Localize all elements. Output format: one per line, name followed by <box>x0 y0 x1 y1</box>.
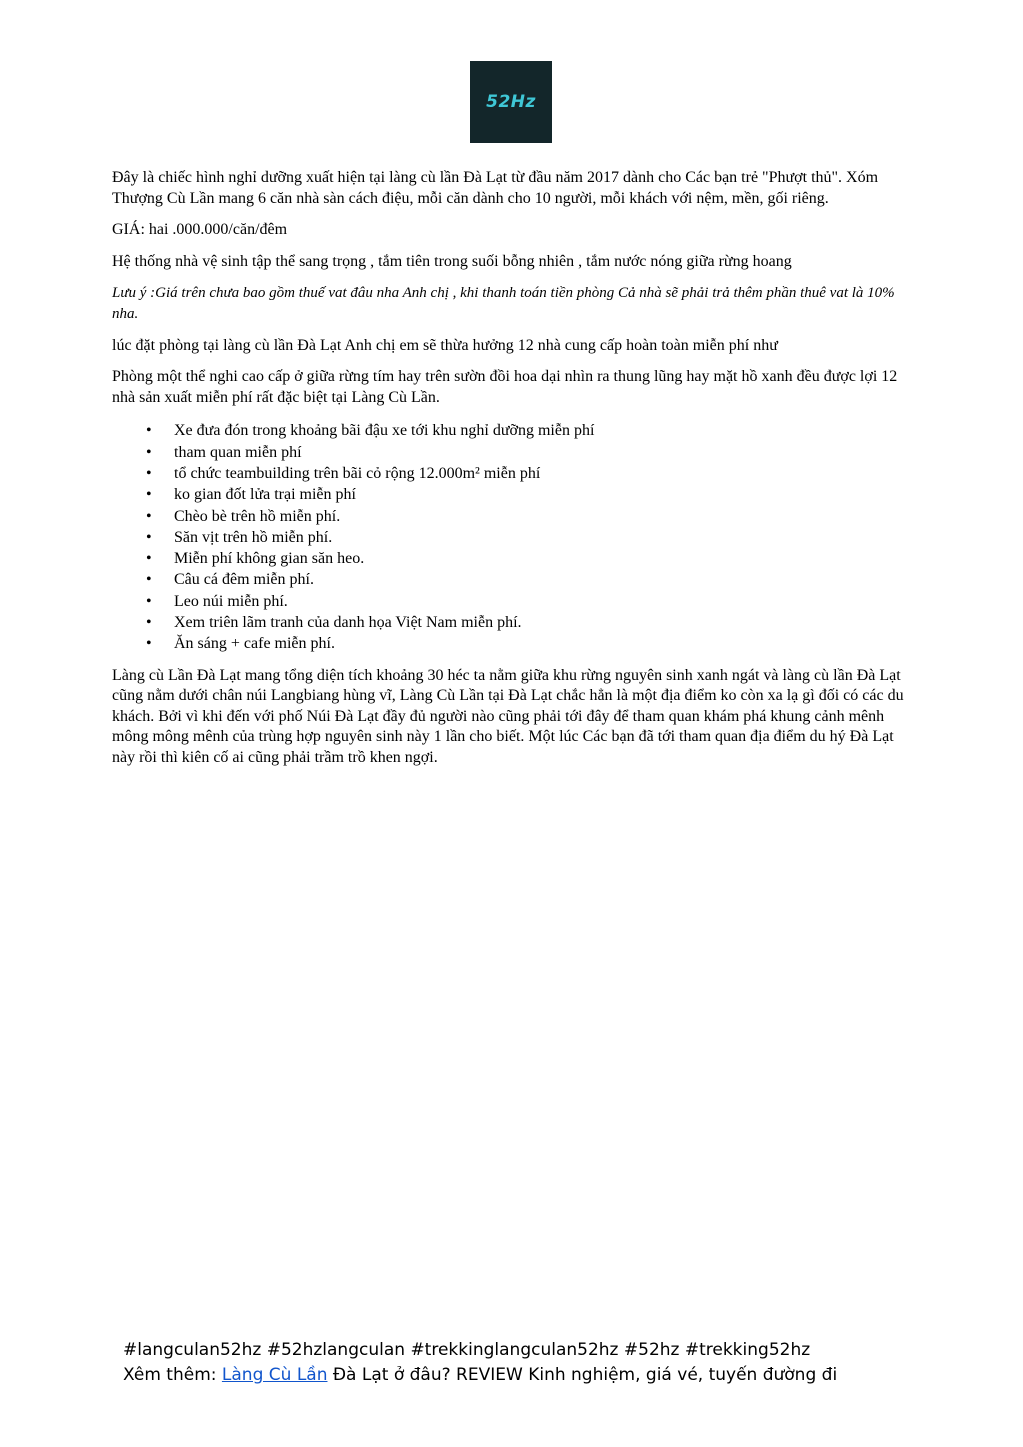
price-paragraph: GIÁ: hai .000.000/căn/đêm <box>112 221 288 239</box>
see-more-suffix: Đà Lạt ở đâu? REVIEW Kinh nghiệm, giá vé, tuyến đường đi <box>327 1365 838 1385</box>
intro-paragraph: Đây là chiếc hình nghỉ dưỡng xuất hiện tại làng cù lần Đà Lạt từ đầu năm 2017 dành cho Các bạn trẻ "Phượt thủ". Xóm Thượng Cù Lần mang 6 căn nhà sàn cách điệu, mỗi căn dành cho 10 người, mỗi khách với nệm, mền, gối riêng. <box>112 169 879 207</box>
see-more-line <box>123 1363 983 1388</box>
list-item: • Săn vịt trên hồ miễn phí. <box>174 527 912 548</box>
brand-logo <box>470 61 552 143</box>
list-item: • Ăn sáng + cafe miễn phí. <box>174 633 912 654</box>
list-item: • Câu cá đêm miễn phí. <box>174 569 912 590</box>
lang-cu-lan-link[interactable]: Làng Cù Lần <box>221 1365 328 1385</box>
booking-paragraph: lúc đặt phòng tại làng cù lần Đà Lạt Anh chị em sẽ thừa hưởng 12 nhà cung cấp hoàn toàn miễn phí như <box>112 336 778 354</box>
free-services-list <box>112 420 912 654</box>
facilities-paragraph: Hệ thống nhà vệ sinh tập thể sang trọng , tắm tiên trong suối bỗng nhiên , tắm nước nóng giữa rừng hoang <box>112 252 792 270</box>
article-body <box>112 168 912 769</box>
brand-logo-text: 52Hz <box>486 92 536 112</box>
list-item: • Xe đưa đón trong khoảng bãi đậu xe tới khu nghỉ dưỡng miễn phí <box>174 420 912 441</box>
footer <box>123 1338 983 1388</box>
vat-note-paragraph: Lưu ý :Giá trên chưa bao gồm thuế vat đâu nha Anh chị , khi thanh toán tiền phòng Cả nhà sẽ phải trả thêm phần thuê vat là 10% nha. <box>112 285 895 322</box>
list-item: • tham quan miễn phí <box>174 442 912 463</box>
list-item: • Xem triên lãm tranh của danh họa Việt Nam miễn phí. <box>174 612 912 633</box>
closing-paragraph: Làng cù Lần Đà Lạt mang tổng diện tích khoảng 30 héc ta nằm giữa khu rừng nguyên sinh xanh ngát và làng cù lần Đà Lạt cũng nằm dưới chân núi Langbiang hùng vĩ, Làng Cù Lần tại Đà Lạt chắc hẳn là một địa điểm ko còn xa lạ gì đối có các du khách. Bởi vì khi đến với phố Núi Đà Lạt đầy đủ người nào cũng phải tới đây để tham quan khám phá khung cảnh mênh mông mông mênh của trùng hợp nguyên sinh này 1 lần cho biết. Một lúc Các bạn đã tới tham quan địa điểm du hý Đà Lạt này rồi thì kiên cố ai cũng phải trầm trồ khen ngợi. <box>112 666 904 766</box>
list-item: • Leo núi miễn phí. <box>174 591 912 612</box>
see-more-prefix: Xêm thêm: <box>123 1365 222 1385</box>
list-item: • ko gian đốt lửa trại miễn phí <box>174 484 912 505</box>
list-item: • Chèo bè trên hồ miễn phí. <box>174 506 912 527</box>
list-item: • tổ chức teambuilding trên bãi cỏ rộng 12.000m² miễn phí <box>174 463 912 484</box>
rooms-paragraph: Phòng một thể nghi cao cấp ở giữa rừng tím hay trên sườn đồi hoa dại nhìn ra thung lũng hay mặt hồ xanh đều được lợi 12 nhà sản xuất miễn phí rất đặc biệt tại Làng Cù Lần. <box>112 368 898 406</box>
list-item: • Miễn phí không gian săn heo. <box>174 548 912 569</box>
hashtags: #langculan52hz #52hzlangculan #trekkinglangculan52hz #52hz #trekking52hz <box>123 1340 811 1360</box>
